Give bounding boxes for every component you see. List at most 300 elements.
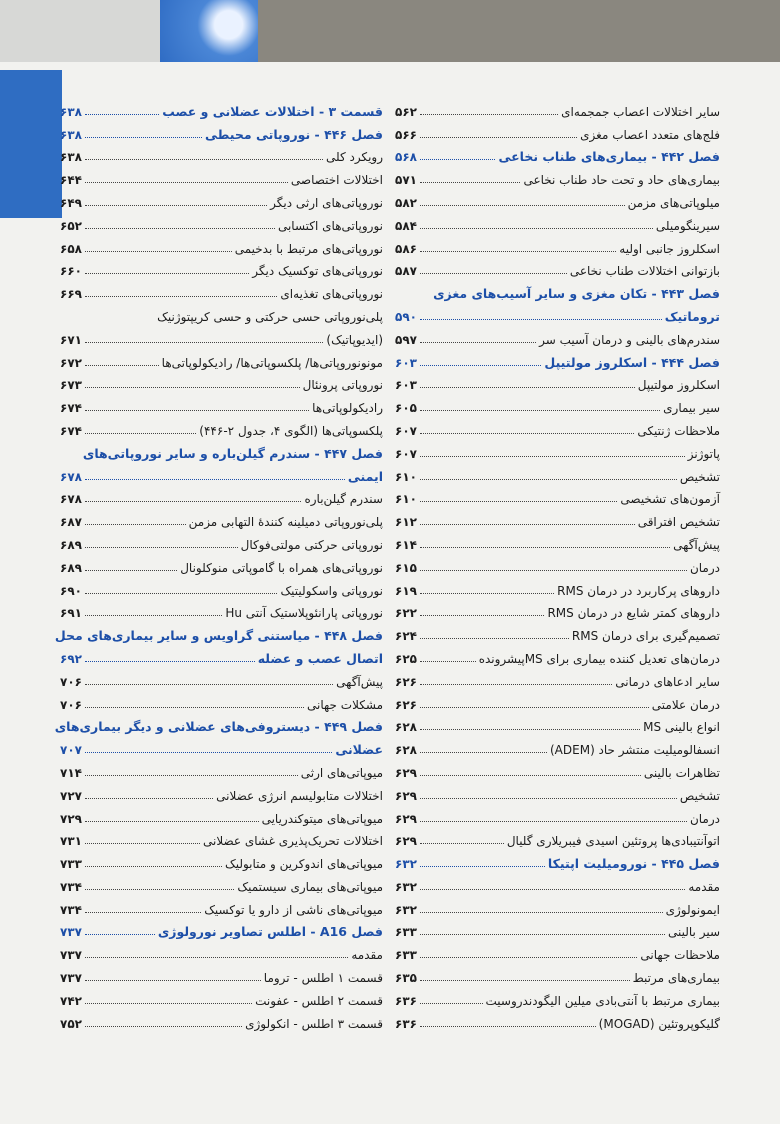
toc-page-number: ۷۵۲ (60, 1016, 82, 1031)
toc-page-number: ۶۵۲ (60, 218, 82, 233)
toc-entry-title: عضلانی (335, 742, 383, 758)
toc-entry-row (395, 962, 720, 985)
toc-entry-title: تشخیص (679, 469, 720, 484)
toc-entry-title: اختلالات متابولیسم انرژی عضلانی (216, 788, 383, 803)
dot-leader (420, 570, 687, 571)
toc-page-number: ۷۰۶ (60, 697, 82, 712)
dot-leader (85, 159, 323, 160)
toc-entry-row (60, 415, 383, 438)
toc-entry-title: میوپاتی‌های اندوکرین و متابولیک (224, 857, 383, 872)
toc-entry-title: بیماری مرتبط با آنتی‌بادی میلین الیگودندروسیت (485, 993, 720, 1008)
dot-leader (85, 296, 277, 297)
toc-page-number: ۶۲۸ (395, 743, 417, 758)
toc-page-number: ۶۶۹ (60, 287, 82, 302)
toc-entry-title: قسمت ۳ - اختلالات عضلانی و عصب (162, 103, 383, 119)
toc-entry-title: پلکسوپاتی‌ها (الگوی ۴، جدول ۲-۴۴۶) (199, 423, 383, 438)
dot-leader (85, 524, 186, 525)
toc-page-number: ۶۳۸ (60, 104, 82, 119)
toc-entry-row (395, 712, 720, 735)
toc-page-number: ۶۳۶ (395, 1016, 417, 1031)
dot-leader (420, 661, 476, 662)
toc-entry-row (395, 643, 720, 666)
dot-leader (420, 912, 663, 913)
toc-entry-title: سیر بالینی (667, 925, 720, 940)
toc-entry-row (60, 1008, 383, 1031)
dot-leader (420, 319, 662, 320)
toc-entry-row (395, 484, 720, 507)
toc-entry-row (60, 689, 383, 712)
toc-page-number: ۶۹۱ (60, 606, 82, 621)
dot-leader (85, 114, 159, 115)
toc-entry-row (395, 620, 720, 643)
toc-heading-row (395, 848, 720, 871)
toc-entry-title: میوپاتی‌های ارثی (300, 765, 383, 780)
toc-heading-row (60, 643, 383, 666)
toc-page-number: ۶۵۸ (60, 241, 82, 256)
toc-heading-row (395, 142, 720, 165)
toc-entry-row (395, 506, 720, 529)
dot-leader (420, 638, 569, 639)
toc-page-number: ۶۷۸ (60, 469, 82, 484)
toc-entry-title: اختلالات تحریک‌پذیری غشای عضلانی (203, 834, 383, 849)
toc-page-number: ۶۷۴ (60, 401, 82, 416)
dot-leader (85, 137, 202, 138)
toc-entry-row (395, 392, 720, 415)
toc-page-number: ۶۲۶ (395, 674, 417, 689)
dot-leader (420, 456, 685, 457)
blue-edge-marker (0, 70, 62, 218)
toc-entry-title: مقدمه (688, 879, 720, 894)
dot-leader (420, 501, 617, 502)
toc-page-number: ۶۱۰ (395, 469, 417, 484)
toc-entry-title: نوروپاتی پارانئوپلاستیک آنتی Hu (225, 606, 383, 621)
dot-leader (420, 729, 640, 730)
toc-page-number: ۶۱۲ (395, 515, 417, 530)
dot-leader (85, 501, 301, 502)
toc-page-number: ۵۹۰ (395, 309, 417, 324)
toc-entry-row (60, 142, 383, 165)
toc-page-number: ۵۸۶ (395, 241, 417, 256)
toc-entry-row (395, 210, 720, 233)
toc-entry-row (60, 164, 383, 187)
toc-entry-row (60, 324, 383, 347)
toc-page-number: ۶۲۲ (395, 606, 417, 621)
toc-entry-title: سایر اختلالات اعصاب جمجمه‌ای (561, 104, 720, 119)
toc-entry-title: بیماری‌های حاد و تحت حاد طناب نخاعی (523, 173, 720, 188)
toc-page-number: ۶۱۹ (395, 583, 417, 598)
toc-page-number: ۷۳۳ (60, 857, 82, 872)
toc-entry-title: مونونوروپاتی‌ها/ پلکسوپاتی‌ها/ رادیکولوپاتی‌ها (161, 355, 383, 370)
toc-entry-title: داروهای کمتر شایع در درمان RMS (547, 606, 720, 621)
toc-page-number: ۵۸۴ (395, 218, 417, 233)
toc-entry-title: اتصال عصب و عضله (257, 650, 383, 666)
toc-entry-row (395, 1008, 720, 1031)
dot-leader (85, 866, 222, 867)
blue-cover-tab (160, 0, 258, 62)
dot-leader (420, 684, 612, 685)
toc-entry-row (60, 757, 383, 780)
toc-page-number: ۶۲۹ (395, 834, 417, 849)
dot-leader (420, 1003, 483, 1004)
toc-heading-row (60, 734, 383, 757)
toc-page-number: ۶۳۲ (395, 879, 417, 894)
dot-leader (85, 182, 288, 183)
toc-page-number: ۷۳۷ (60, 948, 82, 963)
dot-leader (420, 433, 634, 434)
toc-entry-title: میلوپاتی‌های مزمن (627, 195, 720, 210)
toc-entry-title: نوروپاتی واسکولیتیک (280, 583, 383, 598)
toc-page-number: ۷۱۴ (60, 765, 82, 780)
toc-entry-title: نوروپاتی‌های تغذیه‌ای (280, 287, 383, 302)
dot-leader (85, 570, 177, 571)
dot-leader (85, 615, 222, 616)
toc-heading-row (60, 96, 383, 119)
dot-leader (85, 387, 300, 388)
toc-entry-row (60, 347, 383, 370)
toc-page-number: ۷۰۶ (60, 674, 82, 689)
toc-entry-row (395, 552, 720, 575)
toc-page-number: ۶۸۹ (60, 560, 82, 575)
toc-page-number: ۶۶۰ (60, 264, 82, 279)
dot-leader (420, 798, 677, 799)
toc-page-number: ۵۹۷ (395, 332, 417, 347)
dot-leader (85, 934, 155, 935)
dot-leader (420, 182, 520, 183)
toc-entry-row (60, 484, 383, 507)
toc-page-number: ۶۰۵ (395, 401, 417, 416)
toc-page-number: ۷۲۹ (60, 811, 82, 826)
background-top-light (0, 0, 160, 62)
toc-entry-title: درمان (689, 811, 720, 826)
toc-page-number: ۵۸۲ (395, 195, 417, 210)
toc-entry-title: رادیکولوپاتی‌ها (312, 401, 383, 416)
toc-entry-row (395, 826, 720, 849)
toc-entry-row (395, 461, 720, 484)
toc-left-column (54, 96, 383, 1031)
toc-entry-title: فصل ۴۴۶ - نوروپاتی محیطی (204, 126, 383, 142)
toc-entry-row (395, 164, 720, 187)
toc-heading-row (54, 620, 383, 644)
toc-entry-row (395, 370, 720, 393)
toc-page-number: ۷۳۷ (60, 971, 82, 986)
toc-entry-row (395, 939, 720, 962)
toc-page-number: ۶۸۷ (60, 515, 82, 530)
toc-page-number: ۶۲۵ (395, 651, 417, 666)
toc-page-number: ۶۹۲ (60, 651, 82, 666)
toc-entry-title: اتوآنتیبادی‌ها پروتئین اسیدی فیبریلاری گلیال (506, 834, 720, 849)
toc-page-number: ۶۳۸ (60, 127, 82, 142)
toc-entry-title: فلج‌های متعدد اعصاب مغزی (580, 127, 720, 142)
toc-entry-row (60, 871, 383, 894)
toc-entry-title: پیش‌آگهی (336, 674, 383, 689)
toc-page-number: ۵۶۶ (395, 127, 417, 142)
dot-leader (85, 775, 298, 776)
toc-entry-title: ایمنی (347, 468, 383, 484)
toc-page-number: ۶۱۵ (395, 560, 417, 575)
toc-entry-row (60, 278, 383, 301)
toc-page-number: ۷۲۷ (60, 788, 82, 803)
toc-page-number: ۶۷۳ (60, 378, 82, 393)
toc-entry-title: درمان‌های تعدیل کننده بیماری برای MSپیشرونده (478, 651, 720, 666)
dot-leader (420, 1026, 596, 1027)
toc-page-number: ۶۰۳ (395, 355, 417, 370)
toc-entry-title: نوروپاتی‌های توکسیک دیگر (252, 264, 383, 279)
toc-page-number: ۵۶۲ (395, 104, 417, 119)
toc-heading-row (54, 712, 383, 735)
toc-entry-row (395, 985, 720, 1008)
toc-entry-row (395, 917, 720, 940)
toc-entry-title: تشخیص افتراقی (637, 515, 720, 530)
dot-leader (420, 821, 687, 822)
toc-entry-row (60, 552, 383, 575)
toc-page-number: ۶۷۲ (60, 355, 82, 370)
toc-entry-title: فصل A16 - اطلس تصاویر نورولوژی (157, 924, 383, 940)
toc-entry-title: ملاحظات جهانی (640, 948, 720, 963)
toc-entry-title: نوروپاتی‌های مرتبط با بدخیمی (234, 241, 383, 256)
dot-leader (420, 228, 653, 229)
toc-page-number: ۷۴۲ (60, 993, 82, 1008)
dot-leader (85, 479, 345, 480)
toc-entry-title: بازتوانی اختلالات طناب نخاعی (569, 264, 720, 279)
toc-entry-title: میوپاتی‌های ناشی از دارو یا توکسیک (204, 902, 383, 917)
toc-entry-title: فصل ۴۴۷ - سندرم گیلن‌باره و سایر نوروپاتی‌های (82, 445, 383, 461)
toc-page-number: ۶۳۸ (60, 150, 82, 165)
toc-entry-row (60, 803, 383, 826)
toc-page-number: ۶۳۵ (395, 971, 417, 986)
toc-entry-title: تروماتیک (664, 308, 720, 324)
dot-leader (420, 980, 630, 981)
toc-right-column (395, 96, 720, 1031)
toc-entry-title: پلی‌نوروپاتی دمیلینه کنندهٔ التهابی مزمن (188, 515, 383, 530)
toc-entry-title: فصل ۴۴۴ - اسکلروز مولتیپل (544, 354, 720, 370)
toc-entry-title: میوپاتی‌های میتوکندریایی (261, 811, 383, 826)
toc-entry-title: اسکلروز مولتیپل (637, 378, 720, 393)
toc-entry-row (60, 848, 383, 871)
dot-leader (85, 547, 238, 548)
toc-entry-title: فصل ۴۴۵ - نورومیلیت اپتیکا (547, 856, 720, 872)
dot-leader (420, 387, 635, 388)
toc-entry-row (395, 598, 720, 621)
toc-entry-title: رویکرد کلی (325, 150, 383, 165)
toc-entry-row (395, 256, 720, 279)
toc-page-number: ۶۲۹ (395, 811, 417, 826)
toc-page-number: ۶۰۷ (395, 423, 417, 438)
toc-entry-row (60, 392, 383, 415)
toc-entry-title: نوروپاتی‌های ارثی دیگر (270, 195, 383, 210)
dot-leader (420, 137, 577, 138)
dot-leader (420, 251, 616, 252)
toc-entry-row (395, 324, 720, 347)
toc-entry-row (60, 256, 383, 279)
toc-entry-title: قسمت ۱ اطلس - تروما (263, 971, 383, 986)
toc-entry-title: پیش‌آگهی (673, 537, 720, 552)
dot-leader (420, 342, 536, 343)
toc-entry-title: (ایدیوپاتیک) (326, 332, 383, 347)
toc-entry-row (60, 301, 383, 324)
toc-entry-title: تظاهرات بالینی (643, 765, 720, 780)
toc-entry-title: درمان (689, 560, 720, 575)
dot-leader (85, 957, 348, 958)
toc-entry-title: نوروپاتی‌های همراه با گاموپاتی منوکلونال (180, 560, 383, 575)
toc-entry-row (395, 96, 720, 119)
toc-entry-title: مقدمه (351, 948, 383, 963)
toc-entry-title: اسکلروز جانبی اولیه (619, 241, 720, 256)
dot-leader (85, 707, 304, 708)
toc-page-number: ۶۹۰ (60, 583, 82, 598)
toc-heading-row (395, 347, 720, 370)
toc-page-number: ۵۸۷ (395, 264, 417, 279)
toc-entry-title: میوپاتی‌های بیماری سیستمیک (237, 879, 383, 894)
dot-leader (85, 1026, 242, 1027)
dot-leader (420, 752, 547, 753)
toc-entry-title: قسمت ۲ اطلس - عفونت (255, 993, 383, 1008)
toc-entry-title: فصل ۴۴۲ - بیماری‌های طناب نخاعی (498, 149, 720, 165)
toc-entry-row (60, 780, 383, 803)
dot-leader (85, 251, 232, 252)
toc-page-number: ۶۲۸ (395, 720, 417, 735)
dot-leader (85, 980, 261, 981)
dot-leader (420, 593, 554, 594)
toc-page-number: ۶۳۲ (395, 902, 417, 917)
toc-page-number: ۶۳۶ (395, 993, 417, 1008)
toc-entry-title: ملاحظات ژنتیکی (637, 423, 720, 438)
toc-entry-title: ایمونولوژی (665, 902, 720, 917)
toc-entry-row (395, 666, 720, 689)
toc-entry-title: درمان علامتی (651, 697, 720, 712)
toc-entry-row (395, 575, 720, 598)
toc-page-number: ۶۰۳ (395, 378, 417, 393)
toc-page-number: ۶۷۴ (60, 423, 82, 438)
toc-entry-row (395, 119, 720, 142)
toc-entry-row (60, 370, 383, 393)
toc-entry-title: سایر ادعاهای درمانی (615, 674, 720, 689)
toc-page-number: ۶۴۴ (60, 173, 82, 188)
toc-entry-title: پاتوژنز (687, 446, 720, 461)
toc-entry-row (60, 187, 383, 210)
toc-entry-title: سیرینگومیلی (655, 218, 720, 233)
toc-entry-row (60, 575, 383, 598)
toc-page-number: ۶۲۹ (395, 765, 417, 780)
dot-leader (420, 934, 665, 935)
dot-leader (85, 205, 267, 206)
toc-entry-row (60, 826, 383, 849)
dot-leader (85, 912, 201, 913)
toc-entry-title: سندرم گیلن‌باره (304, 492, 383, 507)
toc-page (0, 62, 780, 1124)
toc-entry-title: اختلالات اختصاصی (290, 173, 383, 188)
toc-entry-row (60, 962, 383, 985)
toc-entry-row (395, 438, 720, 461)
dot-leader (420, 524, 635, 525)
toc-entry-title: انواع بالینی MS (643, 720, 720, 735)
dot-leader (85, 342, 323, 343)
toc-page-number: ۶۷۸ (60, 492, 82, 507)
toc-entry-title: نوروپاتی حرکتی مولتی‌فوکال (240, 537, 383, 552)
dot-leader (420, 957, 637, 958)
dot-leader (420, 479, 677, 480)
toc-entry-title: آزمون‌های تشخیصی (620, 492, 720, 507)
toc-entry-title: پلی‌نوروپاتی حسی حرکتی و حسی کریپتوژنیک (157, 309, 383, 324)
dot-leader (420, 707, 649, 708)
toc-entry-row (60, 506, 383, 529)
toc-entry-row (395, 415, 720, 438)
dot-leader (420, 889, 685, 890)
dot-leader (85, 1003, 252, 1004)
dot-leader (85, 273, 249, 274)
dot-leader (85, 593, 277, 594)
dot-leader (85, 365, 159, 366)
toc-heading-row (395, 301, 720, 324)
toc-entry-row (60, 894, 383, 917)
toc-page-number: ۶۸۹ (60, 537, 82, 552)
toc-page-number: ۶۳۳ (395, 948, 417, 963)
toc-entry-title: فصل ۴۴۳ - تکان مغزی و سایر آسیب‌های مغزی (433, 286, 720, 302)
toc-page-number: ۷۳۴ (60, 879, 82, 894)
toc-page-number: ۶۳۳ (395, 925, 417, 940)
dot-leader (420, 114, 558, 115)
toc-entry-row (395, 894, 720, 917)
toc-entry-row (395, 803, 720, 826)
toc-entry-title: داروهای پرکاربرد در درمان RMS (557, 583, 720, 598)
toc-entry-title: انسفالومیلیت منتشر حاد (ADEM) (549, 743, 720, 758)
dot-leader (420, 365, 541, 366)
toc-entry-title: بیماری‌های مرتبط (632, 971, 720, 986)
dot-leader (85, 798, 213, 799)
dot-leader (85, 821, 259, 822)
dot-leader (420, 615, 544, 616)
dot-leader (85, 889, 234, 890)
toc-entry-title: تشخیص (679, 788, 720, 803)
toc-entry-row (60, 939, 383, 962)
toc-page-number: ۶۳۲ (395, 857, 417, 872)
toc-page-number: ۶۲۶ (395, 697, 417, 712)
toc-entry-title: مشکلات جهانی (307, 697, 383, 712)
toc-heading-row (60, 119, 383, 142)
toc-entry-row (60, 210, 383, 233)
toc-heading-row (60, 917, 383, 940)
toc-page-number: ۶۰۷ (395, 446, 417, 461)
dot-leader (420, 273, 567, 274)
toc-entry-title: فصل ۴۴۸ - میاستنی گراویس و سایر بیماری‌های محل (54, 628, 383, 644)
toc-entry-row (395, 233, 720, 256)
toc-entry-row (395, 734, 720, 757)
toc-heading-row (395, 278, 720, 301)
toc-entry-row (60, 985, 383, 1008)
dot-leader (85, 661, 255, 662)
toc-page-number: ۷۳۴ (60, 902, 82, 917)
toc-entry-row (395, 529, 720, 552)
toc-entry-row (395, 689, 720, 712)
toc-entry-title: سندرم‌های بالینی و درمان آسیب سر (539, 332, 720, 347)
dot-leader (85, 228, 275, 229)
toc-entry-row (60, 666, 383, 689)
toc-entry-row (395, 780, 720, 803)
toc-page-number: ۶۱۰ (395, 492, 417, 507)
toc-entry-row (60, 598, 383, 621)
dot-leader (85, 752, 332, 753)
dot-leader (85, 684, 333, 685)
dot-leader (420, 205, 625, 206)
toc-entry-title: گلیکوپروتئین (MOGAD) (598, 1016, 720, 1031)
toc-page-number: ۷۰۷ (60, 743, 82, 758)
toc-entry-title: سیر بیماری (663, 401, 720, 416)
toc-entry-row (395, 187, 720, 210)
dot-leader (420, 843, 504, 844)
toc-heading-row (60, 461, 383, 484)
toc-page-number: ۵۷۱ (395, 173, 417, 188)
toc-entry-title: فصل ۴۴۹ - دیستروفی‌های عضلانی و دیگر بیماری‌های (54, 719, 383, 735)
dot-leader (85, 410, 309, 411)
